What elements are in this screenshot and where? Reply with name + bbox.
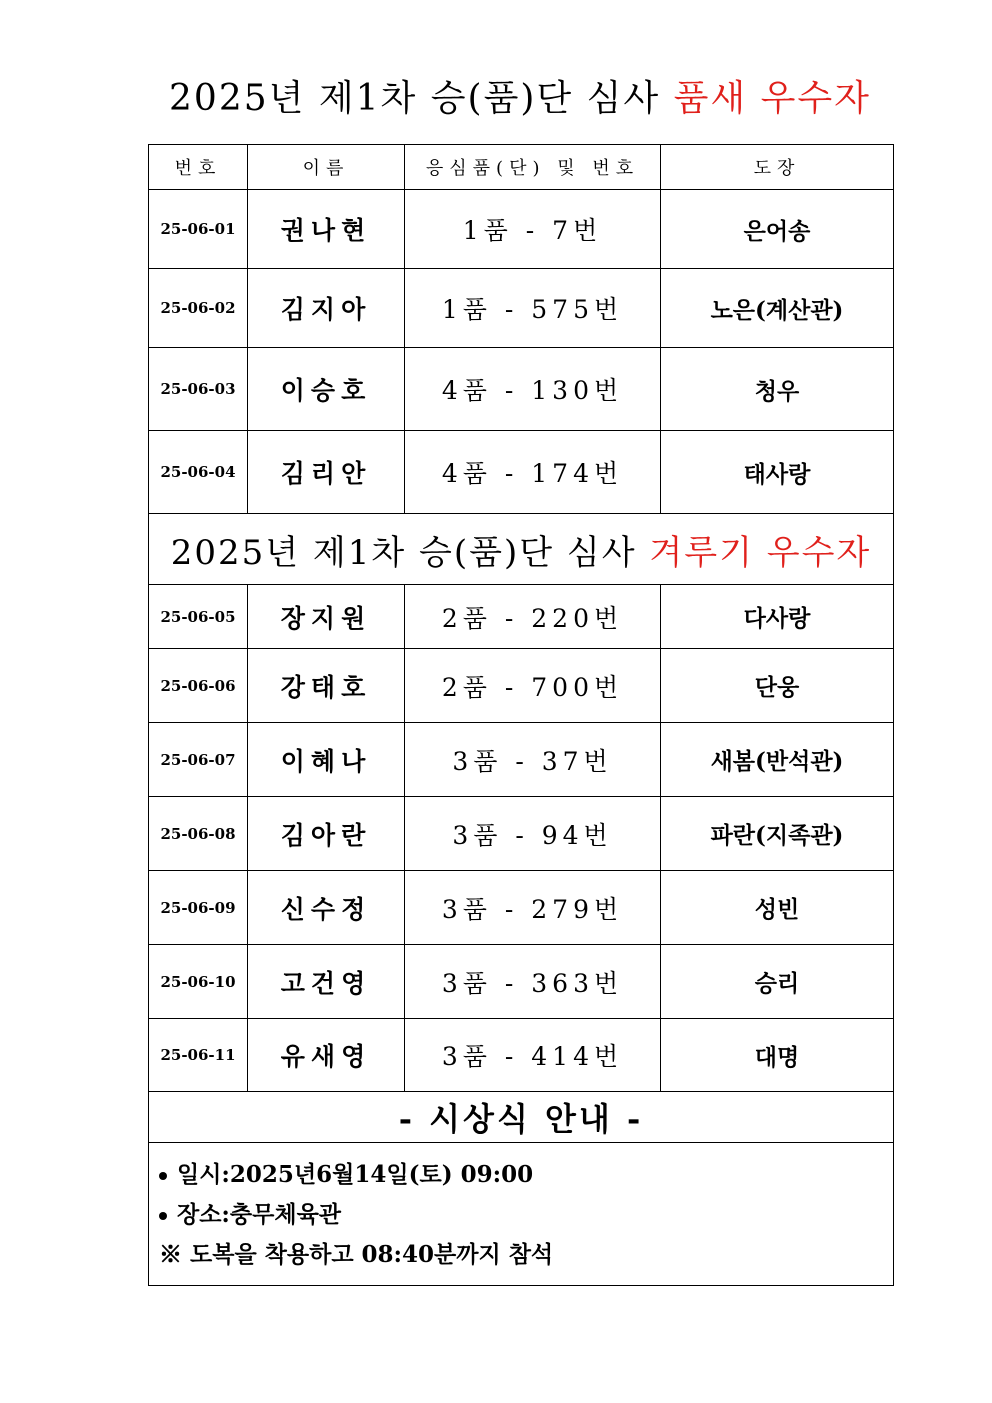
page-title	[0, 70, 992, 121]
ceremony-note-line	[159, 1235, 893, 1275]
page-title-highlight: 품새 우수자	[673, 78, 871, 119]
section-title-prefix: 2025년 제1차 승(품)단 심사	[170, 532, 650, 573]
row-name: 장지원	[248, 585, 405, 649]
row-name: 고건영	[248, 945, 405, 1019]
row-number: 25-06-05	[149, 585, 248, 649]
ceremony-place-line	[159, 1195, 893, 1235]
section-title-row	[149, 514, 894, 585]
row-rank: 2품 - 220번	[405, 585, 661, 649]
table-row	[149, 797, 894, 871]
table-row	[149, 945, 894, 1019]
table-row	[149, 649, 894, 723]
row-name: 김지아	[248, 269, 405, 348]
header-dojang: 도장	[661, 145, 894, 190]
ceremony-date-line	[159, 1155, 893, 1195]
row-dojang: 파란(지족관)	[661, 797, 894, 871]
row-rank: 3품 - 37번	[405, 723, 661, 797]
table-row	[149, 348, 894, 431]
bullet-icon	[159, 1212, 167, 1220]
row-name: 이혜나	[248, 723, 405, 797]
awards-table	[148, 144, 894, 1286]
row-rank: 4품 - 130번	[405, 348, 661, 431]
row-number: 25-06-01	[149, 190, 248, 269]
ceremony-date: 일시:2025년6월14일(토) 09:00	[177, 1161, 534, 1188]
row-rank: 1품 - 7번	[405, 190, 661, 269]
row-name: 신수정	[248, 871, 405, 945]
ceremony-title: - 시상식 안내 -	[149, 1092, 894, 1143]
ceremony-note: ※ 도복을 착용하고 08:40분까지 참석	[159, 1241, 554, 1268]
header-name: 이름	[248, 145, 405, 190]
row-dojang: 청우	[661, 348, 894, 431]
row-number: 25-06-02	[149, 269, 248, 348]
row-name: 유새영	[248, 1019, 405, 1092]
row-name: 강태호	[248, 649, 405, 723]
page-title-prefix: 2025년 제1차 승(품)단 심사	[169, 78, 674, 119]
row-rank: 3품 - 363번	[405, 945, 661, 1019]
row-rank: 3품 - 279번	[405, 871, 661, 945]
table-header-row	[149, 145, 894, 190]
row-dojang: 승리	[661, 945, 894, 1019]
row-name: 김리안	[248, 431, 405, 514]
bullet-icon	[159, 1172, 167, 1180]
ceremony-place: 장소:충무체육관	[177, 1201, 342, 1228]
row-dojang: 새봄(반석관)	[661, 723, 894, 797]
table-row	[149, 190, 894, 269]
ceremony-info	[149, 1143, 894, 1286]
row-name: 권나현	[248, 190, 405, 269]
row-number: 25-06-06	[149, 649, 248, 723]
row-dojang: 대명	[661, 1019, 894, 1092]
row-name: 이승호	[248, 348, 405, 431]
table-row	[149, 1019, 894, 1092]
row-dojang: 성빈	[661, 871, 894, 945]
table-row	[149, 585, 894, 649]
row-dojang: 다사랑	[661, 585, 894, 649]
table-row	[149, 871, 894, 945]
row-rank: 2품 - 700번	[405, 649, 661, 723]
row-number: 25-06-11	[149, 1019, 248, 1092]
row-number: 25-06-04	[149, 431, 248, 514]
section-title	[149, 514, 894, 585]
row-rank: 4품 - 174번	[405, 431, 661, 514]
row-dojang: 단웅	[661, 649, 894, 723]
row-rank: 3품 - 94번	[405, 797, 661, 871]
row-number: 25-06-03	[149, 348, 248, 431]
row-rank: 3품 - 414번	[405, 1019, 661, 1092]
row-dojang: 은어송	[661, 190, 894, 269]
row-number: 25-06-09	[149, 871, 248, 945]
row-number: 25-06-08	[149, 797, 248, 871]
ceremony-title-row	[149, 1092, 894, 1143]
header-rank: 응심품(단) 및 번호	[405, 145, 661, 190]
section-title-highlight: 겨루기 우수자	[649, 532, 872, 573]
row-dojang: 태사랑	[661, 431, 894, 514]
ceremony-info-row	[149, 1143, 894, 1286]
row-name: 김아란	[248, 797, 405, 871]
table-row	[149, 723, 894, 797]
table-row	[149, 269, 894, 348]
row-number: 25-06-07	[149, 723, 248, 797]
row-dojang: 노은(계산관)	[661, 269, 894, 348]
table-row	[149, 431, 894, 514]
row-number: 25-06-10	[149, 945, 248, 1019]
header-number: 번호	[149, 145, 248, 190]
row-rank: 1품 - 575번	[405, 269, 661, 348]
